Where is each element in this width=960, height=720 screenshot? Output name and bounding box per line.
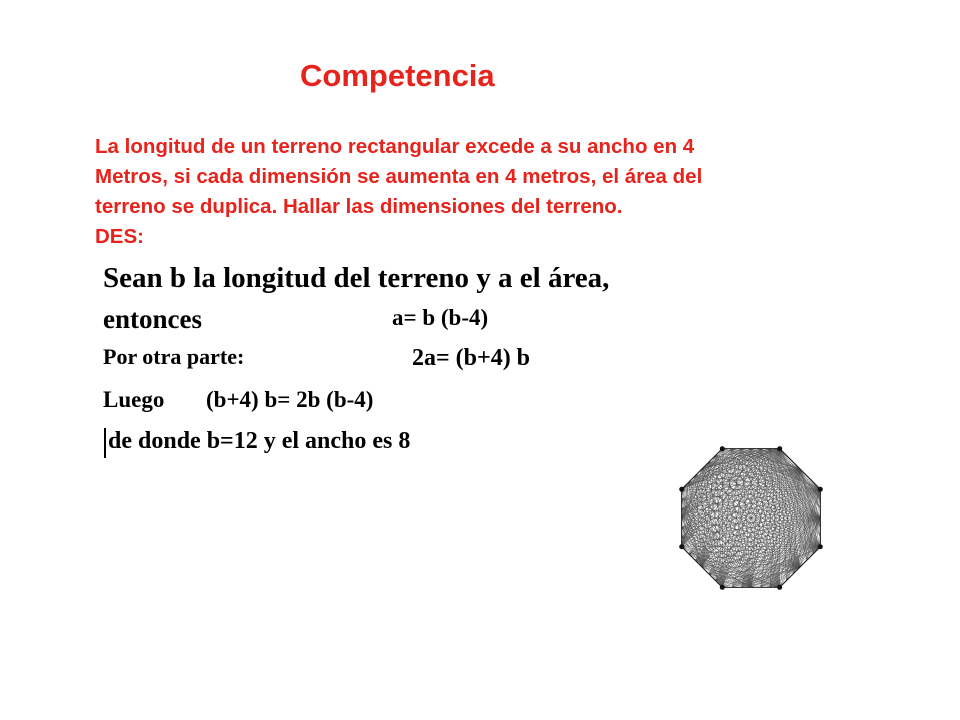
problem-statement [95, 132, 895, 252]
equation-combined: (b+4) b= 2b (b-4) [206, 387, 374, 412]
equation-double-area: 2a= (b+4) b [412, 345, 531, 371]
text-cursor [104, 428, 106, 458]
solution-label-entonces: entonces [103, 304, 202, 334]
solution-label-por-otra-parte: Por otra parte: [103, 344, 245, 369]
problem-line: terreno se duplica. Hallar las dimensiones del terreno. [95, 195, 623, 218]
equation-area: a= b (b-4) [392, 305, 489, 330]
problem-line: La longitud de un terreno rectangular excede a su ancho en 4 [95, 135, 695, 158]
problem-line: Metros, si cada dimensión se aumenta en 4 metros, el área del [95, 165, 703, 188]
solution-result: de donde b=12 y el ancho es 8 [108, 428, 411, 454]
solution-label-luego: Luego [103, 387, 165, 412]
solution-label: DES: [95, 225, 144, 248]
solution-line-variables: Sean b la longitud del terreno y a el área, [103, 262, 610, 294]
slide-title: Competencia [300, 58, 495, 93]
octagon-string-art-icon [673, 440, 829, 596]
